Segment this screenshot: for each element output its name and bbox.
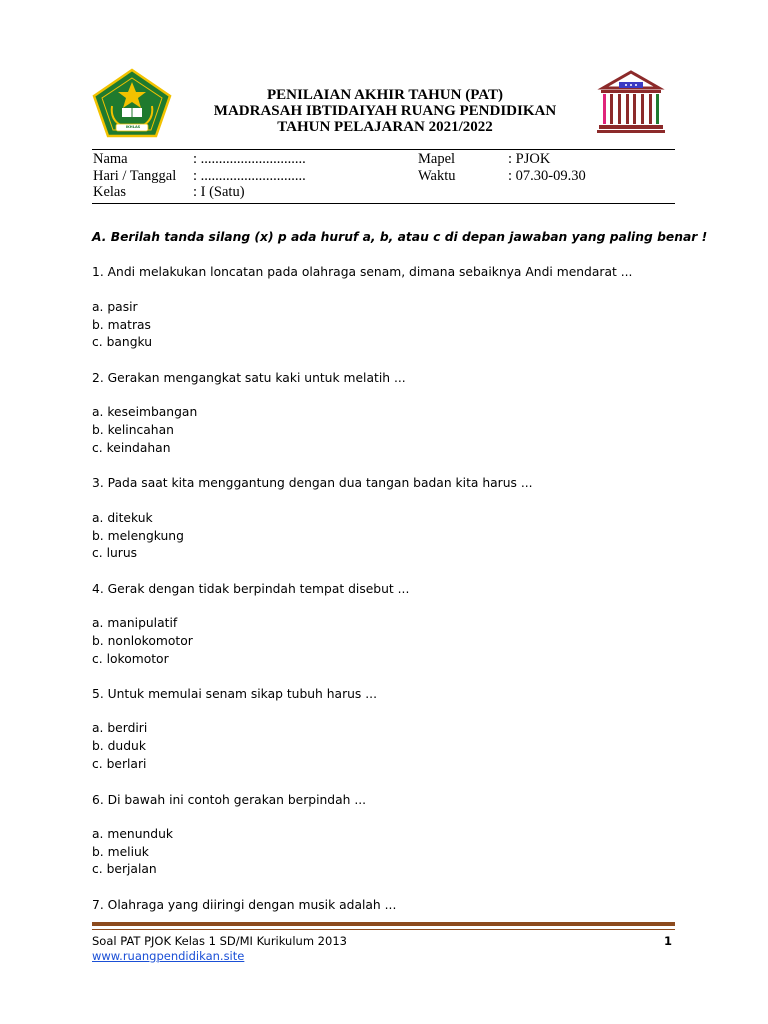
- question-2: 2. Gerakan mengangkat satu kaki untuk melatih ...: [92, 371, 406, 385]
- question-7: 7. Olahraga yang diiringi dengan musik adalah ...: [92, 898, 397, 912]
- question-6-option-c: c. berjalan: [92, 862, 157, 876]
- question-6-option-b: b. meliuk: [92, 845, 149, 859]
- question-1-option-c: c. bangku: [92, 335, 153, 349]
- question-3: 3. Pada saat kita menggantung dengan dua tangan badan kita harus ...: [92, 476, 533, 490]
- question-5-option-c: c. berlari: [92, 757, 147, 771]
- question-1-option-a: a. pasir: [92, 300, 138, 314]
- hari-tanggal-value: : .............................: [193, 168, 306, 184]
- kelas-label: Kelas: [93, 184, 127, 200]
- waktu-value: : 07.30-09.30: [508, 168, 586, 184]
- question-3-option-b: b. melengkung: [92, 529, 184, 543]
- question-1: 1. Andi melakukan loncatan pada olahraga senam, dimana sebaiknya Andi mendarat ...: [92, 265, 633, 279]
- academic-year: TAHUN PELAJARAN 2021/2022: [277, 119, 493, 135]
- school-name: MADRASAH IBTIDAIYAH RUANG PENDIDIKAN: [213, 103, 557, 119]
- exam-title: PENILAIAN AKHIR TAHUN (PAT): [267, 87, 503, 103]
- question-6: 6. Di bawah ini contoh gerakan berpindah ...: [92, 793, 367, 807]
- question-5-option-a: a. berdiri: [92, 721, 148, 735]
- mapel-label: Mapel: [418, 151, 456, 167]
- question-3-option-a: a. ditekuk: [92, 511, 153, 525]
- question-6-option-a: a. menunduk: [92, 827, 173, 841]
- question-4-option-c: c. lokomotor: [92, 652, 169, 666]
- question-3-option-c: c. lurus: [92, 546, 138, 560]
- school-building-logo: [595, 70, 667, 136]
- question-5-option-b: b. duduk: [92, 739, 146, 753]
- instruction: A. Berilah tanda silang (x) p ada huruf a, b, atau c di depan jawaban yang paling benar !: [92, 230, 708, 244]
- waktu-label: Waktu: [418, 168, 456, 184]
- question-4: 4. Gerak dengan tidak berpindah tempat disebut ...: [92, 582, 410, 596]
- question-2-option-c: c. keindahan: [92, 441, 171, 455]
- page-number: 1: [664, 934, 673, 948]
- kelas-value: : I (Satu): [193, 184, 245, 200]
- header-divider-bottom: [92, 203, 675, 204]
- hari-tanggal-label: Hari / Tanggal: [93, 168, 177, 184]
- question-1-option-b: b. matras: [92, 318, 151, 332]
- question-4-option-a: a. manipulatif: [92, 616, 178, 630]
- question-2-option-b: b. kelincahan: [92, 423, 174, 437]
- header-divider-top: [92, 149, 675, 150]
- question-4-option-b: b. nonlokomotor: [92, 634, 193, 648]
- question-2-option-a: a. keseimbangan: [92, 405, 198, 419]
- nama-value: : .............................: [193, 151, 306, 167]
- footer-divider-thin: [92, 929, 675, 930]
- footer-divider: [92, 922, 675, 926]
- logo-left-motto: IKHLAS BERAMAL: [123, 125, 143, 135]
- footer-text: Soal PAT PJOK Kelas 1 SD/MI Kurikulum 2013: [92, 934, 347, 948]
- nama-label: Nama: [93, 151, 128, 167]
- mapel-value: : PJOK: [508, 151, 551, 167]
- footer-website-link[interactable]: www.ruangpendidikan.site: [92, 949, 245, 963]
- question-5: 5. Untuk memulai senam sikap tubuh harus ...: [92, 687, 377, 701]
